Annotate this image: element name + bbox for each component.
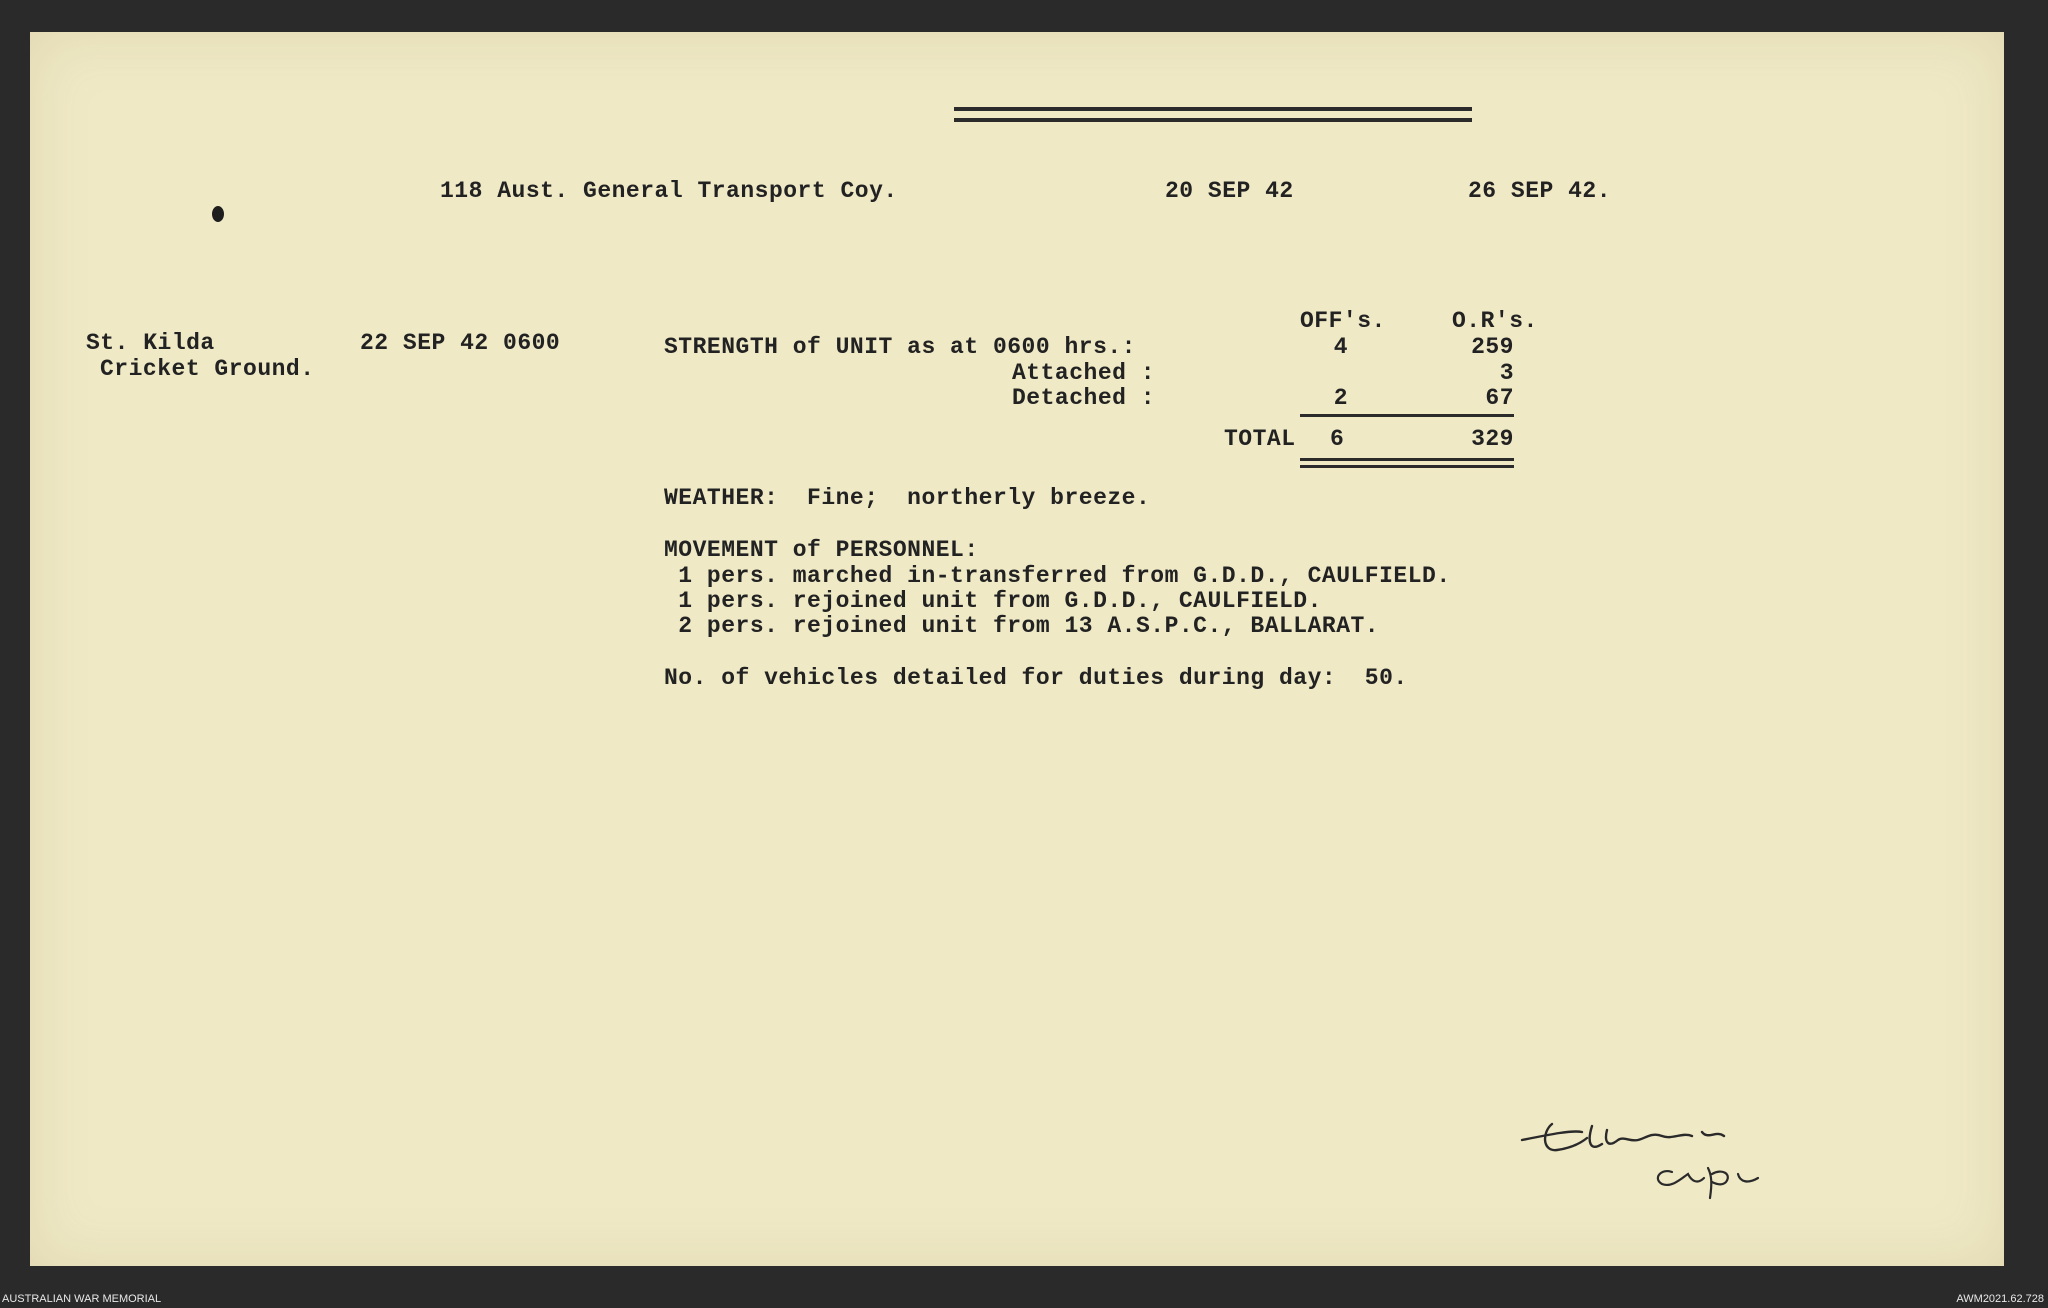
vehicles-line: No. of vehicles detailed for duties during day: 50. [664,665,1408,691]
weather-line: WEATHER: Fine; northerly breeze. [664,485,1151,511]
total-double-rule-top [1300,458,1514,461]
handwritten-signature [1512,1112,1812,1212]
movement-line: 1 pers. rejoined unit from G.D.D., CAULFIELD. [664,588,1322,614]
strength-ors: 259 [1471,334,1514,360]
movement-line: 1 pers. marched in-transferred from G.D.D., CAULFIELD. [664,563,1451,589]
strength-offs: 4 [1333,334,1348,360]
total-ors: 329 [1471,426,1514,452]
attached-ors: 3 [1499,360,1514,386]
subtotal-rule [1300,414,1514,417]
entry-datetime: 22 SEP 42 0600 [360,330,561,356]
detached-offs: 2 [1333,385,1348,411]
movement-line: 2 pers. rejoined unit from 13 A.S.P.C., BALLARAT. [664,613,1380,639]
date-from: 20 SEP 42 [1165,178,1294,204]
col-header-offs: OFF's. [1300,308,1386,334]
attached-label: Attached : [1012,360,1156,386]
date-to: 26 SEP 42. [1468,178,1612,204]
place-line-1: St. Kilda [86,330,215,356]
col-header-ors: O.R's. [1452,308,1538,334]
footer-left: AUSTRALIAN WAR MEMORIAL [2,1293,162,1305]
movement-title: MOVEMENT of PERSONNEL: [664,537,979,563]
total-double-rule-bottom [1300,465,1514,468]
total-label: TOTAL [1224,426,1296,452]
detached-label: Detached : [1012,385,1156,411]
punch-mark [212,206,224,222]
document-page [30,32,2004,1266]
header-double-rule-top [954,107,1472,111]
total-offs: 6 [1330,426,1345,452]
footer-right: AWM2021.62.728 [1956,1293,2044,1305]
detached-ors: 67 [1485,385,1514,411]
place-line-2: Cricket Ground. [100,356,315,382]
unit-name: 118 Aust. General Transport Coy. [440,178,898,204]
header-double-rule-bottom [954,118,1472,122]
strength-label: STRENGTH of UNIT as at 0600 hrs.: [664,334,1136,360]
